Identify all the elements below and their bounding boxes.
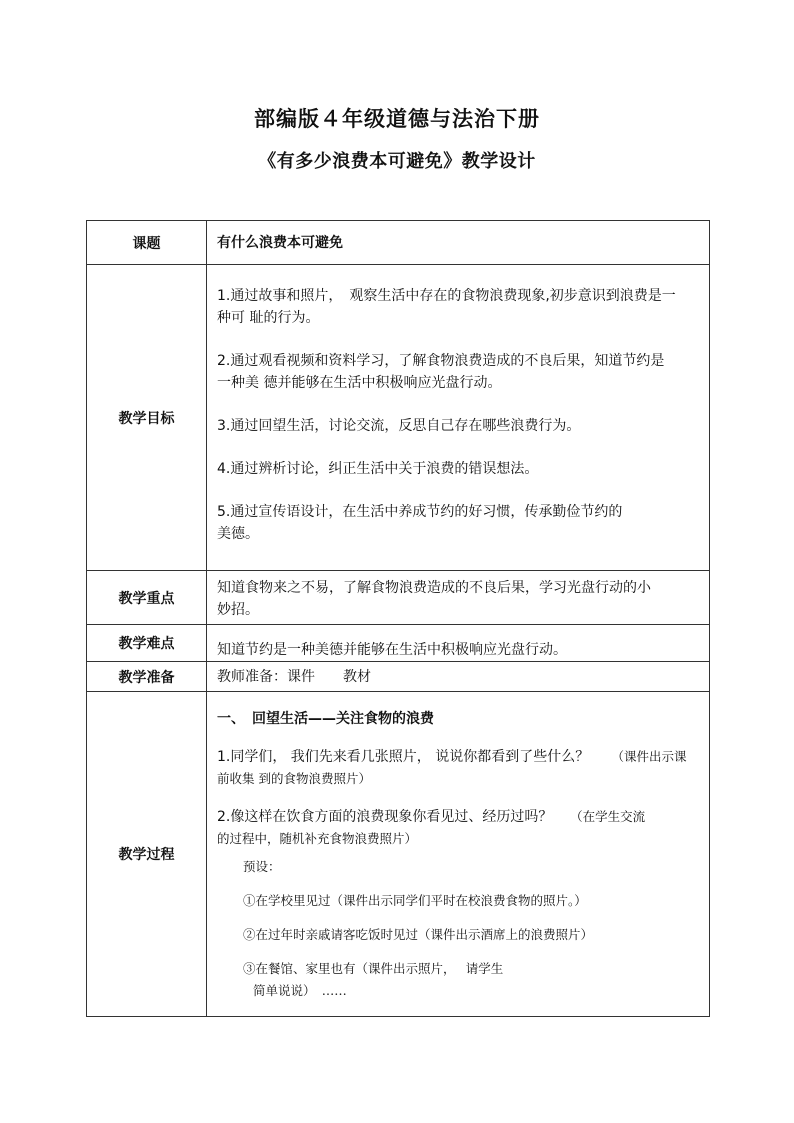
row-difficulties xyxy=(87,625,710,662)
lesson-plan-table xyxy=(86,220,710,1017)
topic-value xyxy=(207,221,710,265)
goal-item: 3.通过回望生活，讨论交流，反思自己存在哪些浪费行为。 xyxy=(217,418,581,434)
goal-item: 5.通过宣传语设计，在生活中养成节约的好习惯，传承勤俭节约的 美德。 xyxy=(217,504,623,542)
row-goals xyxy=(87,265,710,571)
goals-value xyxy=(207,265,710,571)
goal-item: 2.通过观看视频和资料学习，了解食物浪费造成的不良后果，知道节约是 一种美 德并能够在生活中积极响应光盘行动。 xyxy=(217,353,665,391)
goal-item: 4.通过辨析讨论，纠正生活中关于浪费的错误想法。 xyxy=(217,461,539,477)
row-preparation xyxy=(87,662,710,692)
topic-label: 课题 xyxy=(87,221,207,265)
preset-item: ②在过年时亲戚请客吃饭时见过（课件出示酒席上的浪费照片） xyxy=(243,927,594,942)
key-points-value: 知道食物来之不易，了解食物浪费造成的不良后果，学习光盘行动的小 妙招。 xyxy=(207,571,710,625)
preset-label: 预设： xyxy=(243,859,281,874)
key-points-label: 教学重点 xyxy=(87,571,207,625)
row-topic xyxy=(87,221,710,265)
goal-item: 1.通过故事和照片， 观察生活中存在的食物浪费现象,初步意识到浪费是一 种可 耻的行为。 xyxy=(217,288,676,326)
process-question-2: 2.像这样在饮食方面的浪费现象你看见过、经历过吗？ （在学生交流 的过程中，随机补充食物浪费照片） xyxy=(217,809,646,846)
row-process xyxy=(87,692,710,1017)
process-section-heading: 一、 回望生活——关注食物的浪费 xyxy=(217,711,434,727)
process-question-1: 1.同学们， 我们先来看几张照片， 说说你都看到了些什么？ （课件出示课 前收集 到的食物浪费照片） xyxy=(217,749,687,786)
topic-text: 有什么浪费本可避免 xyxy=(217,234,343,251)
row-key-points xyxy=(87,571,710,625)
document-title: 部编版４年级道德与法治下册 xyxy=(254,106,540,131)
preset-item: ①在学校里见过（课件出示同学们平时在校浪费食物的照片。） xyxy=(243,893,587,908)
difficulties-value: 知道节约是一种美德并能够在生活中积极响应光盘行动。 xyxy=(207,625,710,662)
process-value xyxy=(207,692,710,1017)
preparation-value: 教师准备：课件 教材 xyxy=(207,662,710,692)
preparation-label: 教学准备 xyxy=(87,662,207,692)
difficulties-label: 教学难点 xyxy=(87,625,207,662)
process-label: 教学过程 xyxy=(87,692,207,1017)
preset-item: ③在餐馆、家里也有（课件出示照片， 请学生 简单说说） …… xyxy=(243,961,504,998)
goals-label: 教学目标 xyxy=(87,265,207,571)
document-subtitle: 《有多少浪费本可避免》教学设计 xyxy=(258,151,536,172)
